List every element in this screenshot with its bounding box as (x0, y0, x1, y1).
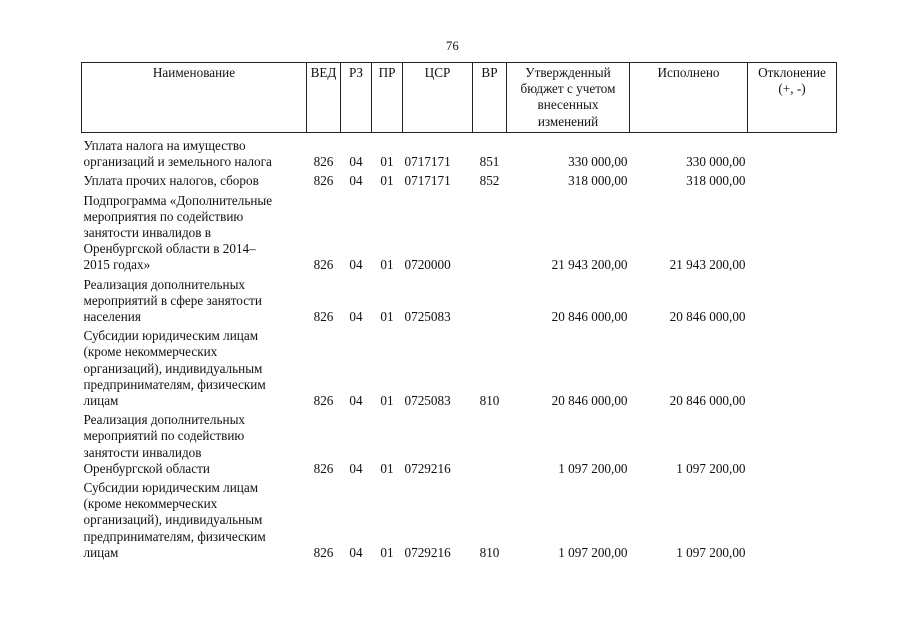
cell-name: Уплата прочих налогов, сборов (83, 173, 259, 189)
cell-pr: 01 (380, 544, 394, 560)
cell-pr: 01 (380, 309, 394, 325)
cell-deviation (748, 138, 837, 173)
cell-csr: 0717171 (404, 154, 451, 170)
cell-deviation (748, 277, 837, 329)
table-row (82, 138, 837, 173)
cell-rz: 04 (349, 173, 363, 189)
header-csr: ЦСР (403, 63, 473, 133)
cell-name: Субсидии юридическим лицам (кроме некоммерческих организаций), индивидуальным предпринимателям, физическим лицам (83, 480, 266, 560)
cell-approved-budget: 1 097 200,00 (558, 544, 628, 560)
cell-rz: 04 (349, 154, 363, 170)
header-approved-budget: Утвержденный бюджет с учетом внесенных изменений (507, 63, 630, 133)
cell-csr: 0729216 (404, 460, 451, 476)
header-ved: ВЕД (307, 63, 341, 133)
cell-vr: 851 (479, 154, 500, 170)
table-row (82, 277, 837, 329)
cell-name: Подпрограмма «Дополнительные мероприятия по содействию занятости инвалидов в Оренбургской области в 2014– 2015 годах» (83, 192, 273, 273)
cell-ved: 826 (313, 173, 334, 189)
cell-executed: 1 097 200,00 (676, 544, 746, 560)
cell-ved: 826 (313, 460, 334, 476)
table-header-row (82, 63, 837, 133)
cell-pr: 01 (380, 393, 394, 409)
cell-ved: 826 (313, 257, 334, 273)
cell-rz: 04 (349, 544, 363, 560)
cell-approved-budget: 1 097 200,00 (558, 460, 628, 476)
table-row (82, 328, 837, 412)
cell-ved: 826 (313, 154, 334, 170)
cell-name: Реализация дополнительных мероприятий в сфере занятости населения (83, 276, 262, 325)
cell-name: Уплата налога на имущество организаций и земельного налога (83, 138, 272, 170)
cell-csr: 0725083 (404, 393, 451, 409)
cell-pr: 01 (380, 154, 394, 170)
cell-csr: 0720000 (404, 257, 451, 273)
cell-vr: 810 (479, 393, 500, 409)
cell-rz: 04 (349, 309, 363, 325)
cell-csr: 0729216 (404, 544, 451, 560)
cell-name: Реализация дополнительных мероприятий по содействию занятости инвалидов Оренбургской области (83, 412, 246, 476)
cell-ved: 826 (313, 393, 334, 409)
cell-approved-budget: 330 000,00 (568, 154, 628, 170)
cell-executed: 318 000,00 (686, 173, 746, 189)
cell-csr: 0717171 (404, 173, 451, 189)
cell-ved: 826 (313, 544, 334, 560)
cell-pr: 01 (380, 173, 394, 189)
cell-rz: 04 (349, 393, 363, 409)
cell-approved-budget: 21 943 200,00 (551, 257, 628, 273)
header-pr: ПР (372, 63, 403, 133)
cell-vr: 810 (479, 544, 500, 560)
cell-pr: 01 (380, 460, 394, 476)
cell-name: Субсидии юридическим лицам (кроме некоммерческих организаций), индивидуальным предпринимателям, физическим лицам (83, 328, 266, 409)
cell-executed: 20 846 000,00 (669, 393, 746, 409)
header-rz: РЗ (341, 63, 372, 133)
table-row (82, 193, 837, 277)
cell-ved: 826 (313, 309, 334, 325)
cell-executed: 21 943 200,00 (669, 257, 746, 273)
page-number: 76 (446, 39, 459, 53)
table-row (82, 480, 837, 564)
header-executed: Исполнено (630, 63, 748, 133)
cell-rz: 04 (349, 460, 363, 476)
header-vr: ВР (473, 63, 507, 133)
cell-pr: 01 (380, 257, 394, 273)
cell-vr: 852 (479, 173, 500, 189)
cell-executed: 330 000,00 (686, 154, 746, 170)
cell-vr (473, 193, 507, 277)
table-row (82, 173, 837, 192)
cell-rz: 04 (349, 257, 363, 273)
header-deviation: Отклонение (+, -) (748, 63, 837, 133)
cell-csr: 0725083 (404, 309, 451, 325)
cell-deviation (748, 480, 837, 564)
header-name: Наименование (82, 63, 307, 133)
cell-deviation (748, 412, 837, 480)
cell-deviation (748, 193, 837, 277)
cell-vr (473, 277, 507, 329)
budget-execution-table (81, 62, 837, 564)
table-body (82, 133, 837, 565)
cell-approved-budget: 20 846 000,00 (551, 309, 628, 325)
cell-executed: 1 097 200,00 (676, 460, 746, 476)
cell-approved-budget: 20 846 000,00 (551, 393, 628, 409)
cell-executed: 20 846 000,00 (669, 309, 746, 325)
cell-vr (473, 412, 507, 480)
table-row (82, 412, 837, 480)
cell-deviation (748, 173, 837, 192)
cell-deviation (748, 328, 837, 412)
cell-approved-budget: 318 000,00 (568, 173, 628, 189)
